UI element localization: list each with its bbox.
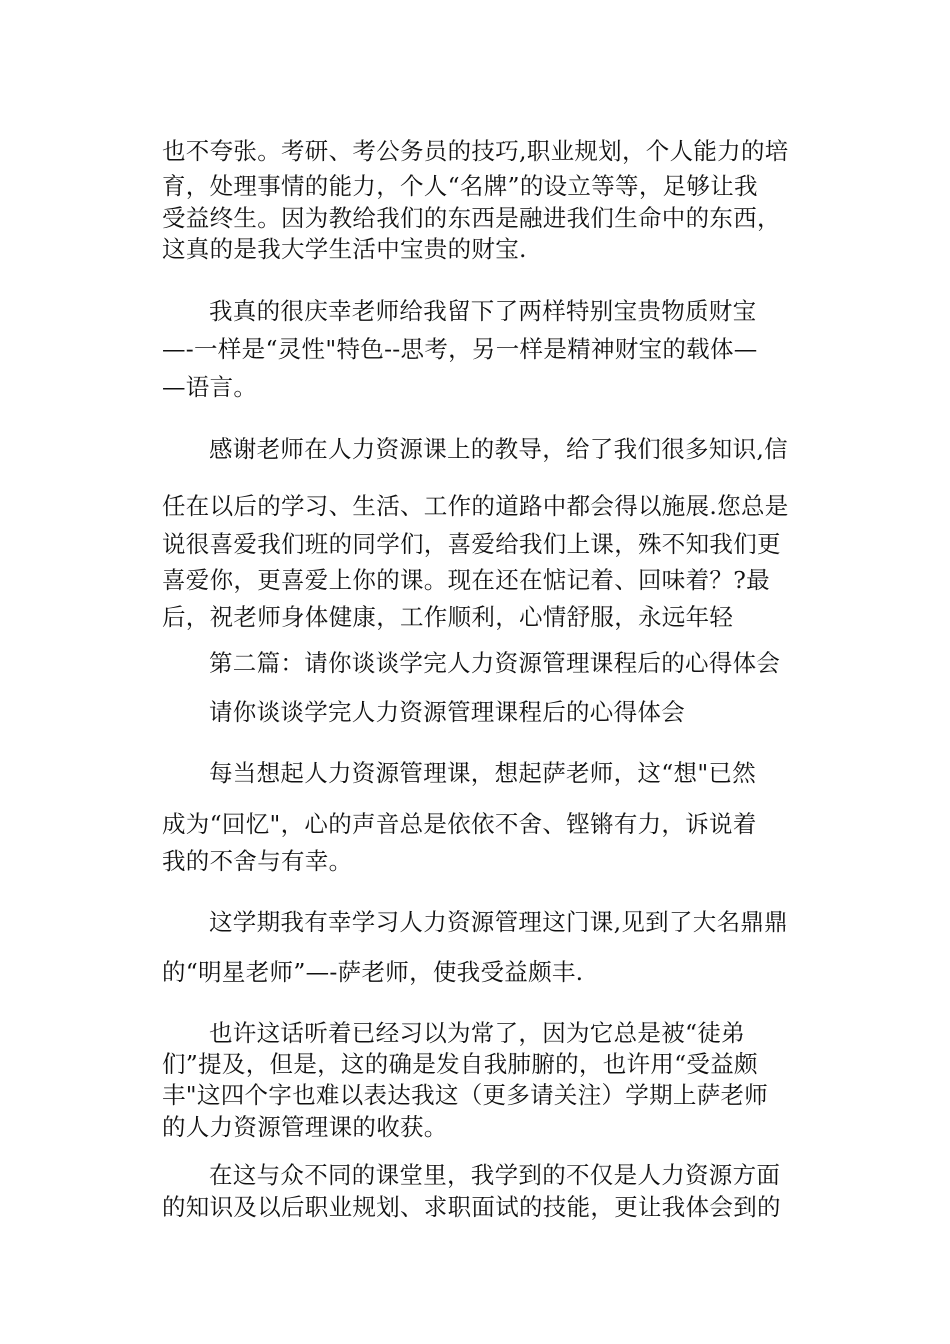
- section-heading: 第二篇：请你谈谈学完人力资源管理课程后的心得体会: [209, 649, 781, 677]
- text-line: 丰"这四个字也难以表达我这（更多请关注）学期上萨老师: [162, 1081, 769, 1109]
- text-line: 的知识及以后职业规划、求职面试的技能，更让我体会到的: [162, 1193, 781, 1221]
- text-line: —语言。: [162, 373, 258, 401]
- text-line: 我真的很庆幸老师给我留下了两样特别宝贵物质财宝: [209, 297, 757, 325]
- text-line: 任在以后的学习、生活、工作的道路中都会得以施展.您总是: [162, 492, 789, 520]
- text-line: 也不夸张。考研、考公务员的技巧,职业规划，个人能力的培: [162, 137, 789, 165]
- text-line: 这真的是我大学生活中宝贵的财宝.: [162, 235, 527, 263]
- text-line: 的人力资源管理课的收获。: [162, 1113, 448, 1141]
- text-line: 们”提及，但是，这的确是发自我肺腑的，也许用“受益颇: [162, 1050, 758, 1078]
- text-line: 的“明星老师”—-萨老师，使我受益颇丰.: [162, 958, 584, 986]
- text-line: 后，祝老师身体健康，工作顺利，心情舒服，永远年轻: [162, 603, 734, 631]
- section-subheading: 请你谈谈学完人力资源管理课程后的心得体会: [209, 698, 685, 726]
- text-line: 受益终生。因为教给我们的东西是融进我们生命中的东西，: [162, 204, 781, 232]
- text-line: 说很喜爱我们班的同学们，喜爱给我们上课，殊不知我们更: [162, 530, 781, 558]
- text-line: 喜爱你，更喜爱上你的课。现在还在惦记着、回味着？?最: [162, 566, 770, 594]
- text-line: 也许这话听着已经习以为常了，因为它总是被“徒弟: [209, 1019, 745, 1047]
- text-line: 这学期我有幸学习人力资源管理这门课,见到了大名鼎鼎: [209, 908, 788, 936]
- text-line: 成为“回忆"，心的声音总是依依不舍、铿锵有力，诉说着: [162, 810, 757, 838]
- text-line: 感谢老师在人力资源课上的教导，给了我们很多知识,信: [209, 435, 788, 463]
- text-line: 我的不舍与有幸。: [162, 847, 353, 875]
- text-line: —-一样是“灵性"特色--思考，另一样是精神财宝的载体—: [162, 335, 758, 363]
- text-line: 在这与众不同的课堂里，我学到的不仅是人力资源方面: [209, 1161, 781, 1189]
- text-line: 每当想起人力资源管理课，想起萨老师，这“想"已然: [209, 759, 757, 787]
- text-line: 育，处理事情的能力，个人“名牌”的设立等等，足够让我: [162, 172, 758, 200]
